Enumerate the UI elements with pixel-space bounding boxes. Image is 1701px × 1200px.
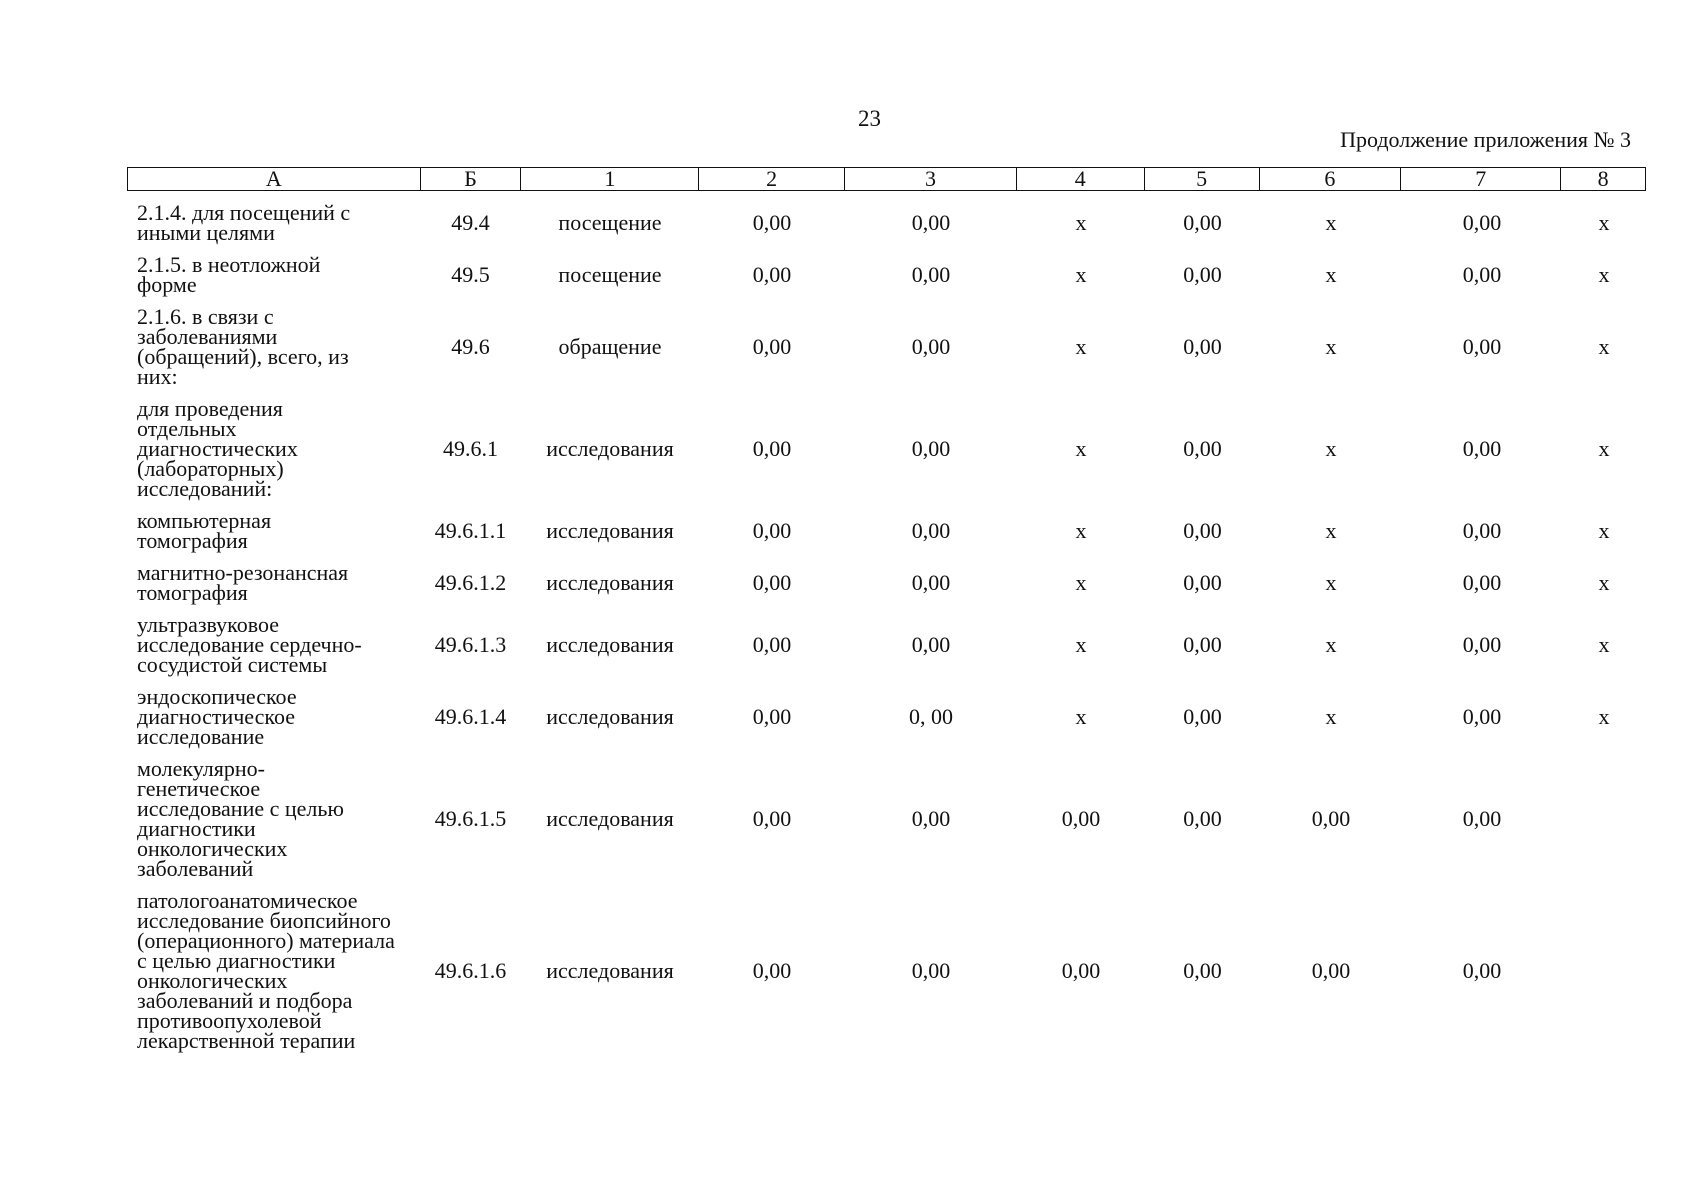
value-col-5: 0,00	[1183, 334, 1222, 359]
column-header: 8	[1597, 166, 1609, 191]
value-col-8: х	[1598, 334, 1610, 359]
value-col-7: 0,00	[1462, 704, 1502, 729]
value-col-7: 0,00	[1462, 262, 1502, 287]
value-col-5: 0,00	[1183, 210, 1222, 235]
row-code: 49.6.1.3	[434, 632, 507, 657]
value-col-7: 0,00	[1462, 632, 1502, 657]
row-code: 49.6.1	[443, 436, 498, 461]
value-col-8: х	[1598, 262, 1610, 287]
row-code: 49.6.1.5	[434, 806, 507, 831]
row-label: 2.1.6. в связи с заболеваниями (обращений), всего, из них:	[137, 304, 349, 389]
row-label: магнитно-резонансная томография	[137, 560, 349, 605]
table-row	[127, 508, 1646, 553]
value-col-3: 0,00	[911, 632, 951, 657]
value-col-3: 0,00	[911, 518, 951, 543]
value-col-8: х	[1598, 518, 1610, 543]
value-col-8: х	[1598, 632, 1610, 657]
value-col-4: х	[1075, 704, 1087, 729]
value-col-6: х	[1325, 632, 1337, 657]
table-row	[127, 684, 1646, 749]
row-unit: исследования	[546, 518, 674, 543]
value-col-2: 0,00	[752, 632, 792, 657]
table-row	[127, 304, 1646, 389]
row-code: 49.6.1.2	[434, 570, 507, 595]
row-code: 49.6	[451, 334, 490, 359]
row-unit: исследования	[546, 958, 674, 983]
value-col-3: 0,00	[911, 262, 951, 287]
value-col-5: 0,00	[1183, 262, 1222, 287]
value-col-6: х	[1325, 518, 1337, 543]
value-col-4: х	[1075, 518, 1087, 543]
row-label: молекулярно-генетическое исследование с целью диагностики онкологических заболеваний	[137, 756, 344, 881]
value-col-7: 0,00	[1462, 958, 1502, 983]
value-col-2: 0,00	[752, 334, 792, 359]
value-col-7: 0,00	[1462, 570, 1502, 595]
row-label: ультразвуковое исследование сердечно-сосудистой системы	[137, 612, 362, 677]
value-col-2: 0,00	[752, 570, 792, 595]
row-code: 49.5	[451, 262, 490, 287]
row-label: для проведения отдельных диагностических (лабораторных) исследований:	[137, 396, 298, 501]
value-col-2: 0,00	[752, 958, 792, 983]
value-col-5: 0,00	[1183, 436, 1222, 461]
row-label: эндоскопическое диагностическое исследование	[137, 684, 297, 749]
column-header: Б	[421, 168, 522, 190]
value-col-2: 0,00	[752, 436, 792, 461]
page-number: 23	[858, 106, 881, 131]
row-code: 49.6.1.4	[434, 704, 507, 729]
value-col-3: 0,00	[911, 334, 951, 359]
value-col-6: х	[1325, 704, 1337, 729]
value-col-7: 0,00	[1462, 806, 1502, 831]
row-code: 49.6.1.6	[434, 958, 507, 983]
value-col-8: х	[1598, 210, 1610, 235]
value-col-4: х	[1075, 262, 1087, 287]
table-header	[127, 167, 1646, 191]
value-col-2: 0,00	[752, 262, 792, 287]
value-col-4: 0,00	[1061, 806, 1101, 831]
row-code: 49.6.1.1	[434, 518, 507, 543]
row-unit: обращение	[558, 334, 662, 359]
value-col-5: 0,00	[1183, 570, 1222, 595]
row-label: 2.1.5. в неотложной форме	[137, 252, 321, 297]
row-unit: исследования	[546, 806, 674, 831]
value-col-8: х	[1598, 704, 1610, 729]
value-col-4: 0,00	[1061, 958, 1101, 983]
value-col-6: х	[1325, 570, 1337, 595]
value-col-3: 0, 00	[909, 704, 953, 729]
column-header: 4	[1017, 168, 1145, 190]
value-col-2: 0,00	[752, 210, 792, 235]
value-col-4: х	[1075, 632, 1087, 657]
table-row	[127, 396, 1646, 501]
value-col-3: 0,00	[911, 958, 951, 983]
value-col-2: 0,00	[752, 704, 792, 729]
value-col-4: х	[1075, 570, 1087, 595]
value-col-7: 0,00	[1462, 518, 1502, 543]
value-col-3: 0,00	[911, 210, 951, 235]
value-col-2: 0,00	[752, 518, 792, 543]
value-col-6: 0,00	[1311, 806, 1351, 831]
value-col-3: 0,00	[911, 806, 951, 831]
value-col-3: 0,00	[911, 436, 951, 461]
row-label: патологоанатомическое исследование биопсийного (операционного) материала с целью диагностики онкологических заболеваний и подбора противоопухолевой лекарственной терапии	[137, 888, 395, 1053]
value-col-4: х	[1075, 210, 1087, 235]
column-header: 3	[845, 168, 1017, 190]
column-header: 1	[521, 168, 699, 190]
value-col-5: 0,00	[1183, 704, 1222, 729]
row-unit: исследования	[546, 632, 674, 657]
row-unit: исследования	[546, 704, 674, 729]
value-col-6: х	[1325, 334, 1337, 359]
value-col-4: х	[1075, 436, 1087, 461]
column-header: 6	[1260, 168, 1402, 190]
value-col-7: 0,00	[1462, 436, 1502, 461]
row-label: компьютерная томография	[137, 508, 272, 553]
row-unit: посещение	[558, 262, 662, 287]
table-row	[127, 560, 1646, 605]
table-row	[127, 200, 1646, 245]
value-col-5: 0,00	[1183, 806, 1222, 831]
row-code: 49.4	[451, 210, 490, 235]
table-row	[127, 888, 1646, 1053]
value-col-4: х	[1075, 334, 1087, 359]
value-col-5: 0,00	[1183, 958, 1222, 983]
value-col-6: 0,00	[1311, 958, 1351, 983]
continuation-title: Продолжение приложения № 3	[1340, 127, 1631, 152]
value-col-3: 0,00	[911, 570, 951, 595]
value-col-7: 0,00	[1462, 334, 1502, 359]
value-col-6: х	[1325, 262, 1337, 287]
value-col-5: 0,00	[1183, 518, 1222, 543]
value-col-8: х	[1598, 570, 1610, 595]
value-col-2: 0,00	[752, 806, 792, 831]
column-header: 7	[1401, 168, 1561, 190]
value-col-5: 0,00	[1183, 632, 1222, 657]
row-unit: исследования	[546, 570, 674, 595]
column-header: 5	[1145, 168, 1260, 190]
value-col-6: х	[1325, 436, 1337, 461]
value-col-8: х	[1598, 436, 1610, 461]
table-row	[127, 612, 1646, 677]
table-row	[127, 252, 1646, 297]
row-label: 2.1.4. для посещений с иными целями	[137, 200, 351, 245]
column-header: А	[128, 168, 421, 190]
table-body	[127, 200, 1646, 1053]
row-unit: исследования	[546, 436, 674, 461]
table-row	[127, 756, 1646, 881]
value-col-6: х	[1325, 210, 1337, 235]
value-col-7: 0,00	[1462, 210, 1502, 235]
column-header: 2	[699, 168, 845, 190]
row-unit: посещение	[558, 210, 662, 235]
